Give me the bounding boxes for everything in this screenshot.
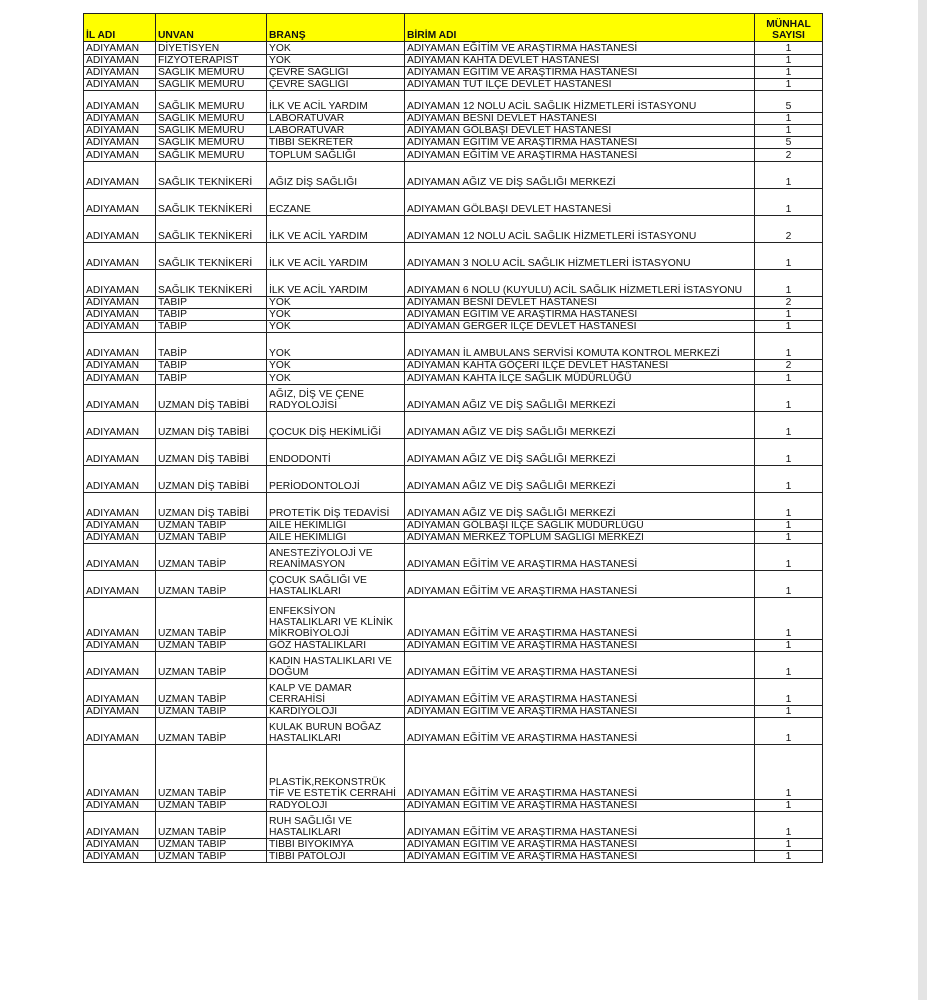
cell-birim-adi: ADIYAMAN GÖLBAŞI DEVLET HASTANESİ (405, 125, 755, 137)
cell-unvan: SAĞLIK TEKNİKERİ (156, 216, 267, 243)
cell-unvan: UZMAN TABİP (156, 520, 267, 532)
cell-unvan: TABİP (156, 372, 267, 385)
cell-birim-adi: ADIYAMAN EĞİTİM VE ARAŞTIRMA HASTANESİ (405, 67, 755, 79)
cell-brans: İLK VE ACİL YARDIM (267, 91, 405, 113)
cell-brans: KADIN HASTALIKLARI VE DOĞUM (267, 652, 405, 679)
cell-il-adi: ADIYAMAN (84, 652, 156, 679)
cell-birim-adi: ADIYAMAN 12 NOLU ACİL SAĞLIK HİZMETLERİ İSTASYONU (405, 91, 755, 113)
cell-birim-adi: ADIYAMAN TUT İLÇE DEVLET HASTANESİ (405, 79, 755, 91)
cell-birim-adi: ADIYAMAN EĞİTİM VE ARAŞTIRMA HASTANESİ (405, 718, 755, 745)
cell-birim-adi: ADIYAMAN EĞİTİM VE ARAŞTIRMA HASTANESİ (405, 812, 755, 839)
cell-munhal-sayisi: 1 (755, 55, 823, 67)
cell-brans: ÇOCUK DİŞ HEKİMLİĞİ (267, 412, 405, 439)
cell-brans: TIBBİ PATOLOJİ (267, 851, 405, 863)
cell-brans: ENDODONTİ (267, 439, 405, 466)
cell-munhal-sayisi: 1 (755, 520, 823, 532)
cell-birim-adi: ADIYAMAN EĞİTİM VE ARAŞTIRMA HASTANESİ (405, 800, 755, 812)
table-row (84, 55, 823, 67)
cell-il-adi: ADIYAMAN (84, 839, 156, 851)
table-row (84, 679, 823, 706)
cell-brans: ECZANE (267, 189, 405, 216)
cell-munhal-sayisi: 1 (755, 67, 823, 79)
cell-il-adi: ADIYAMAN (84, 571, 156, 598)
cell-brans: YOK (267, 55, 405, 67)
cell-birim-adi: ADIYAMAN AĞIZ VE DİŞ SAĞLIĞI MERKEZİ (405, 466, 755, 493)
cell-birim-adi: ADIYAMAN EĞİTİM VE ARAŞTIRMA HASTANESİ (405, 149, 755, 162)
cell-birim-adi: ADIYAMAN KAHTA GÖÇERİ İLÇE DEVLET HASTANESİ (405, 360, 755, 372)
table-row (84, 520, 823, 532)
cell-birim-adi: ADIYAMAN AĞIZ VE DİŞ SAĞLIĞI MERKEZİ (405, 385, 755, 412)
cell-il-adi: ADIYAMAN (84, 800, 156, 812)
cell-munhal-sayisi: 1 (755, 372, 823, 385)
cell-unvan: SAĞLIK TEKNİKERİ (156, 162, 267, 189)
cell-unvan: UZMAN TABİP (156, 800, 267, 812)
table-row (84, 321, 823, 333)
table-row (84, 333, 823, 360)
cell-unvan: UZMAN DİŞ TABİBİ (156, 412, 267, 439)
cell-birim-adi: ADIYAMAN İL AMBULANS SERVİSİ KOMUTA KONTROL MERKEZİ (405, 333, 755, 360)
cell-il-adi: ADIYAMAN (84, 372, 156, 385)
header-unvan: UNVAN (156, 14, 267, 42)
cell-unvan: UZMAN TABİP (156, 544, 267, 571)
cell-unvan: DİYETİSYEN (156, 42, 267, 55)
cell-unvan: SAĞLIK MEMURU (156, 137, 267, 149)
table-row (84, 385, 823, 412)
cell-il-adi: ADIYAMAN (84, 851, 156, 863)
cell-il-adi: ADIYAMAN (84, 67, 156, 79)
cell-il-adi: ADIYAMAN (84, 745, 156, 800)
cell-unvan: UZMAN TABİP (156, 839, 267, 851)
cell-munhal-sayisi: 1 (755, 113, 823, 125)
cell-brans: ÇEVRE SAĞLIĞI (267, 79, 405, 91)
table-row (84, 67, 823, 79)
cell-munhal-sayisi: 2 (755, 360, 823, 372)
cell-brans: LABORATUVAR (267, 125, 405, 137)
cell-il-adi: ADIYAMAN (84, 125, 156, 137)
cell-munhal-sayisi: 2 (755, 297, 823, 309)
cell-munhal-sayisi: 1 (755, 652, 823, 679)
header-birim-adi: BİRİM ADI (405, 14, 755, 42)
cell-birim-adi: ADIYAMAN AĞIZ VE DİŞ SAĞLIĞI MERKEZİ (405, 439, 755, 466)
cell-brans: YOK (267, 333, 405, 360)
cell-unvan: UZMAN DİŞ TABİBİ (156, 439, 267, 466)
cell-unvan: TABİP (156, 309, 267, 321)
table-row (84, 812, 823, 839)
cell-munhal-sayisi: 1 (755, 439, 823, 466)
table-row (84, 42, 823, 55)
cell-birim-adi: ADIYAMAN 6 NOLU (KUYULU) ACİL SAĞLIK HİZMETLERİ İSTASYONU (405, 270, 755, 297)
cell-birim-adi: ADIYAMAN EĞİTİM VE ARAŞTIRMA HASTANESİ (405, 652, 755, 679)
cell-brans: YOK (267, 42, 405, 55)
cell-unvan: UZMAN DİŞ TABİBİ (156, 493, 267, 520)
cell-munhal-sayisi: 1 (755, 79, 823, 91)
cell-brans: TOPLUM SAĞLIĞI (267, 149, 405, 162)
cell-birim-adi: ADIYAMAN EĞİTİM VE ARAŞTIRMA HASTANESİ (405, 137, 755, 149)
cell-unvan: SAĞLIK MEMURU (156, 67, 267, 79)
cell-brans: TIBBİ SEKRETER (267, 137, 405, 149)
cell-munhal-sayisi: 1 (755, 309, 823, 321)
cell-munhal-sayisi: 5 (755, 91, 823, 113)
cell-munhal-sayisi: 1 (755, 321, 823, 333)
cell-il-adi: ADIYAMAN (84, 812, 156, 839)
cell-munhal-sayisi: 1 (755, 745, 823, 800)
table-row (84, 79, 823, 91)
munhal-table (83, 13, 823, 863)
cell-birim-adi: ADIYAMAN AĞIZ VE DİŞ SAĞLIĞI MERKEZİ (405, 412, 755, 439)
cell-il-adi: ADIYAMAN (84, 270, 156, 297)
cell-brans: YOK (267, 321, 405, 333)
cell-munhal-sayisi: 1 (755, 812, 823, 839)
cell-munhal-sayisi: 1 (755, 718, 823, 745)
cell-unvan: UZMAN TABİP (156, 812, 267, 839)
cell-munhal-sayisi: 2 (755, 149, 823, 162)
cell-brans: YOK (267, 297, 405, 309)
cell-unvan: SAĞLIK MEMURU (156, 91, 267, 113)
cell-il-adi: ADIYAMAN (84, 532, 156, 544)
cell-birim-adi: ADIYAMAN EĞİTİM VE ARAŞTIRMA HASTANESİ (405, 851, 755, 863)
table-row (84, 309, 823, 321)
cell-munhal-sayisi: 1 (755, 412, 823, 439)
cell-unvan: TABİP (156, 297, 267, 309)
cell-brans: ÇOCUK SAĞLIĞI VE HASTALIKLARI (267, 571, 405, 598)
cell-unvan: SAĞLIK TEKNİKERİ (156, 189, 267, 216)
cell-munhal-sayisi: 1 (755, 493, 823, 520)
cell-birim-adi: ADIYAMAN 12 NOLU ACİL SAĞLIK HİZMETLERİ İSTASYONU (405, 216, 755, 243)
table-row (84, 243, 823, 270)
cell-il-adi: ADIYAMAN (84, 718, 156, 745)
table-row (84, 91, 823, 113)
cell-il-adi: ADIYAMAN (84, 598, 156, 640)
cell-brans: AĞIZ, DİŞ VE ÇENE RADYOLOJİSİ (267, 385, 405, 412)
cell-birim-adi: ADIYAMAN KAHTA DEVLET HASTANESİ (405, 55, 755, 67)
cell-il-adi: ADIYAMAN (84, 55, 156, 67)
cell-munhal-sayisi: 1 (755, 42, 823, 55)
table-row (84, 466, 823, 493)
cell-brans: İLK VE ACİL YARDIM (267, 270, 405, 297)
cell-il-adi: ADIYAMAN (84, 412, 156, 439)
cell-unvan: SAĞLIK TEKNİKERİ (156, 270, 267, 297)
cell-il-adi: ADIYAMAN (84, 333, 156, 360)
cell-munhal-sayisi: 1 (755, 571, 823, 598)
cell-il-adi: ADIYAMAN (84, 640, 156, 652)
cell-birim-adi: ADIYAMAN GÖLBAŞI İLÇE SAĞLIK MÜDÜRLÜĞÜ (405, 520, 755, 532)
cell-birim-adi: ADIYAMAN EĞİTİM VE ARAŞTIRMA HASTANESİ (405, 745, 755, 800)
cell-birim-adi: ADIYAMAN AĞIZ VE DİŞ SAĞLIĞI MERKEZİ (405, 162, 755, 189)
cell-il-adi: ADIYAMAN (84, 297, 156, 309)
cell-brans: AİLE HEKİMLİĞİ (267, 520, 405, 532)
cell-unvan: TABİP (156, 360, 267, 372)
cell-unvan: SAĞLIK MEMURU (156, 125, 267, 137)
cell-brans: RADYOLOJİ (267, 800, 405, 812)
cell-brans: RUH SAĞLIĞI VE HASTALIKLARI (267, 812, 405, 839)
cell-munhal-sayisi: 1 (755, 189, 823, 216)
cell-birim-adi: ADIYAMAN MERKEZ TOPLUM SAĞLIĞI MERKEZİ (405, 532, 755, 544)
cell-brans: İLK VE ACİL YARDIM (267, 243, 405, 270)
table-row (84, 800, 823, 812)
cell-unvan: UZMAN TABİP (156, 640, 267, 652)
cell-il-adi: ADIYAMAN (84, 439, 156, 466)
table-row (84, 412, 823, 439)
cell-brans: GÖZ HASTALIKLARI (267, 640, 405, 652)
cell-il-adi: ADIYAMAN (84, 544, 156, 571)
cell-birim-adi: ADIYAMAN EĞİTİM VE ARAŞTIRMA HASTANESİ (405, 679, 755, 706)
table-row (84, 216, 823, 243)
cell-munhal-sayisi: 1 (755, 851, 823, 863)
cell-birim-adi: ADIYAMAN EĞİTİM VE ARAŞTIRMA HASTANESİ (405, 640, 755, 652)
cell-brans: YOK (267, 360, 405, 372)
table-row (84, 851, 823, 863)
table-row (84, 532, 823, 544)
cell-birim-adi: ADIYAMAN EĞİTİM VE ARAŞTIRMA HASTANESİ (405, 839, 755, 851)
cell-birim-adi: ADIYAMAN BESNİ DEVLET HASTANESİ (405, 297, 755, 309)
cell-unvan: UZMAN TABİP (156, 652, 267, 679)
cell-unvan: UZMAN TABİP (156, 851, 267, 863)
table-row (84, 125, 823, 137)
cell-munhal-sayisi: 1 (755, 544, 823, 571)
cell-brans: LABORATUVAR (267, 113, 405, 125)
cell-unvan: UZMAN TABİP (156, 598, 267, 640)
cell-brans: KARDİYOLOJİ (267, 706, 405, 718)
cell-il-adi: ADIYAMAN (84, 189, 156, 216)
cell-il-adi: ADIYAMAN (84, 679, 156, 706)
cell-brans: KALP VE DAMAR CERRAHİSİ (267, 679, 405, 706)
table-row (84, 137, 823, 149)
table-row (84, 189, 823, 216)
table-row (84, 706, 823, 718)
cell-brans: PERİODONTOLOJİ (267, 466, 405, 493)
table-row (84, 493, 823, 520)
cell-il-adi: ADIYAMAN (84, 309, 156, 321)
cell-il-adi: ADIYAMAN (84, 385, 156, 412)
table-row (84, 839, 823, 851)
cell-il-adi: ADIYAMAN (84, 321, 156, 333)
cell-il-adi: ADIYAMAN (84, 137, 156, 149)
cell-unvan: UZMAN DİŞ TABİBİ (156, 385, 267, 412)
cell-brans: KULAK BURUN BOĞAZ HASTALIKLARI (267, 718, 405, 745)
page-edge-shadow (918, 0, 927, 1000)
cell-brans: PROTETİK DİŞ TEDAVİSİ (267, 493, 405, 520)
cell-il-adi: ADIYAMAN (84, 360, 156, 372)
cell-il-adi: ADIYAMAN (84, 466, 156, 493)
cell-unvan: UZMAN TABİP (156, 679, 267, 706)
cell-munhal-sayisi: 5 (755, 137, 823, 149)
cell-il-adi: ADIYAMAN (84, 162, 156, 189)
cell-birim-adi: ADIYAMAN EĞİTİM VE ARAŞTIRMA HASTANESİ (405, 42, 755, 55)
cell-munhal-sayisi: 1 (755, 839, 823, 851)
cell-brans: TIBBİ BİYOKİMYA (267, 839, 405, 851)
cell-unvan: UZMAN DİŞ TABİBİ (156, 466, 267, 493)
cell-unvan: UZMAN TABİP (156, 571, 267, 598)
cell-unvan: UZMAN TABİP (156, 745, 267, 800)
cell-unvan: SAĞLIK MEMURU (156, 149, 267, 162)
cell-il-adi: ADIYAMAN (84, 706, 156, 718)
cell-birim-adi: ADIYAMAN BESNİ DEVLET HASTANESİ (405, 113, 755, 125)
table-row (84, 162, 823, 189)
cell-unvan: UZMAN TABİP (156, 718, 267, 745)
cell-unvan: UZMAN TABİP (156, 532, 267, 544)
cell-birim-adi: ADIYAMAN EĞİTİM VE ARAŞTIRMA HASTANESİ (405, 544, 755, 571)
header-brans: BRANŞ (267, 14, 405, 42)
cell-munhal-sayisi: 2 (755, 216, 823, 243)
table-row (84, 270, 823, 297)
cell-brans: ÇEVRE SAĞLIĞI (267, 67, 405, 79)
cell-munhal-sayisi: 1 (755, 270, 823, 297)
table-row (84, 113, 823, 125)
table-row (84, 745, 823, 800)
table-body (84, 42, 823, 863)
cell-birim-adi: ADIYAMAN EĞİTİM VE ARAŞTIRMA HASTANESİ (405, 598, 755, 640)
cell-birim-adi: ADIYAMAN GÖLBAŞI DEVLET HASTANESİ (405, 189, 755, 216)
cell-il-adi: ADIYAMAN (84, 149, 156, 162)
cell-unvan: SAĞLIK MEMURU (156, 79, 267, 91)
cell-brans: PLASTİK,REKONSTRÜK TİF VE ESTETİK CERRAHİ (267, 745, 405, 800)
cell-birim-adi: ADIYAMAN EĞİTİM VE ARAŞTIRMA HASTANESİ (405, 309, 755, 321)
cell-munhal-sayisi: 1 (755, 598, 823, 640)
table-row (84, 149, 823, 162)
cell-brans: YOK (267, 309, 405, 321)
table-row (84, 598, 823, 640)
cell-il-adi: ADIYAMAN (84, 113, 156, 125)
cell-birim-adi: ADIYAMAN 3 NOLU ACİL SAĞLIK HİZMETLERİ İSTASYONU (405, 243, 755, 270)
header-il-adi: İL ADI (84, 14, 156, 42)
header-row (84, 14, 823, 42)
table-row (84, 718, 823, 745)
cell-munhal-sayisi: 1 (755, 385, 823, 412)
cell-munhal-sayisi: 1 (755, 800, 823, 812)
cell-il-adi: ADIYAMAN (84, 79, 156, 91)
table-row (84, 360, 823, 372)
cell-brans: ANESTEZİYOLOJİ VE REANİMASYON (267, 544, 405, 571)
table-row (84, 571, 823, 598)
cell-birim-adi: ADIYAMAN EĞİTİM VE ARAŞTIRMA HASTANESİ (405, 706, 755, 718)
cell-unvan: SAĞLIK TEKNİKERİ (156, 243, 267, 270)
cell-munhal-sayisi: 1 (755, 532, 823, 544)
cell-birim-adi: ADIYAMAN KAHTA İLÇE SAĞLIK MÜDÜRLÜĞÜ (405, 372, 755, 385)
cell-il-adi: ADIYAMAN (84, 91, 156, 113)
cell-il-adi: ADIYAMAN (84, 42, 156, 55)
cell-il-adi: ADIYAMAN (84, 520, 156, 532)
cell-birim-adi: ADIYAMAN EĞİTİM VE ARAŞTIRMA HASTANESİ (405, 571, 755, 598)
cell-il-adi: ADIYAMAN (84, 216, 156, 243)
table-row (84, 652, 823, 679)
cell-brans: AİLE HEKİMLİĞİ (267, 532, 405, 544)
cell-munhal-sayisi: 1 (755, 466, 823, 493)
cell-unvan: FİZYOTERAPİST (156, 55, 267, 67)
table-row (84, 439, 823, 466)
cell-unvan: TABİP (156, 321, 267, 333)
header-munhal-line2: SAYISI (772, 30, 805, 41)
cell-munhal-sayisi: 1 (755, 333, 823, 360)
cell-brans: YOK (267, 372, 405, 385)
cell-munhal-sayisi: 1 (755, 162, 823, 189)
cell-munhal-sayisi: 1 (755, 640, 823, 652)
header-munhal-line1: MÜNHAL (766, 19, 811, 30)
cell-il-adi: ADIYAMAN (84, 493, 156, 520)
cell-munhal-sayisi: 1 (755, 706, 823, 718)
cell-brans: ENFEKSİYON HASTALIKLARI VE KLİNİK MİKROBİYOLOJİ (267, 598, 405, 640)
cell-il-adi: ADIYAMAN (84, 243, 156, 270)
cell-birim-adi: ADIYAMAN GERGER İLÇE DEVLET HASTANESİ (405, 321, 755, 333)
cell-munhal-sayisi: 1 (755, 679, 823, 706)
table-row (84, 372, 823, 385)
table-row (84, 640, 823, 652)
table-row (84, 544, 823, 571)
table-row (84, 297, 823, 309)
header-munhal-sayisi (755, 14, 823, 42)
cell-birim-adi: ADIYAMAN AĞIZ VE DİŞ SAĞLIĞI MERKEZİ (405, 493, 755, 520)
cell-munhal-sayisi: 1 (755, 125, 823, 137)
cell-munhal-sayisi: 1 (755, 243, 823, 270)
cell-unvan: UZMAN TABİP (156, 706, 267, 718)
cell-unvan: SAĞLIK MEMURU (156, 113, 267, 125)
cell-unvan: TABİP (156, 333, 267, 360)
cell-brans: AĞIZ DİŞ SAĞLIĞI (267, 162, 405, 189)
cell-brans: İLK VE ACİL YARDIM (267, 216, 405, 243)
